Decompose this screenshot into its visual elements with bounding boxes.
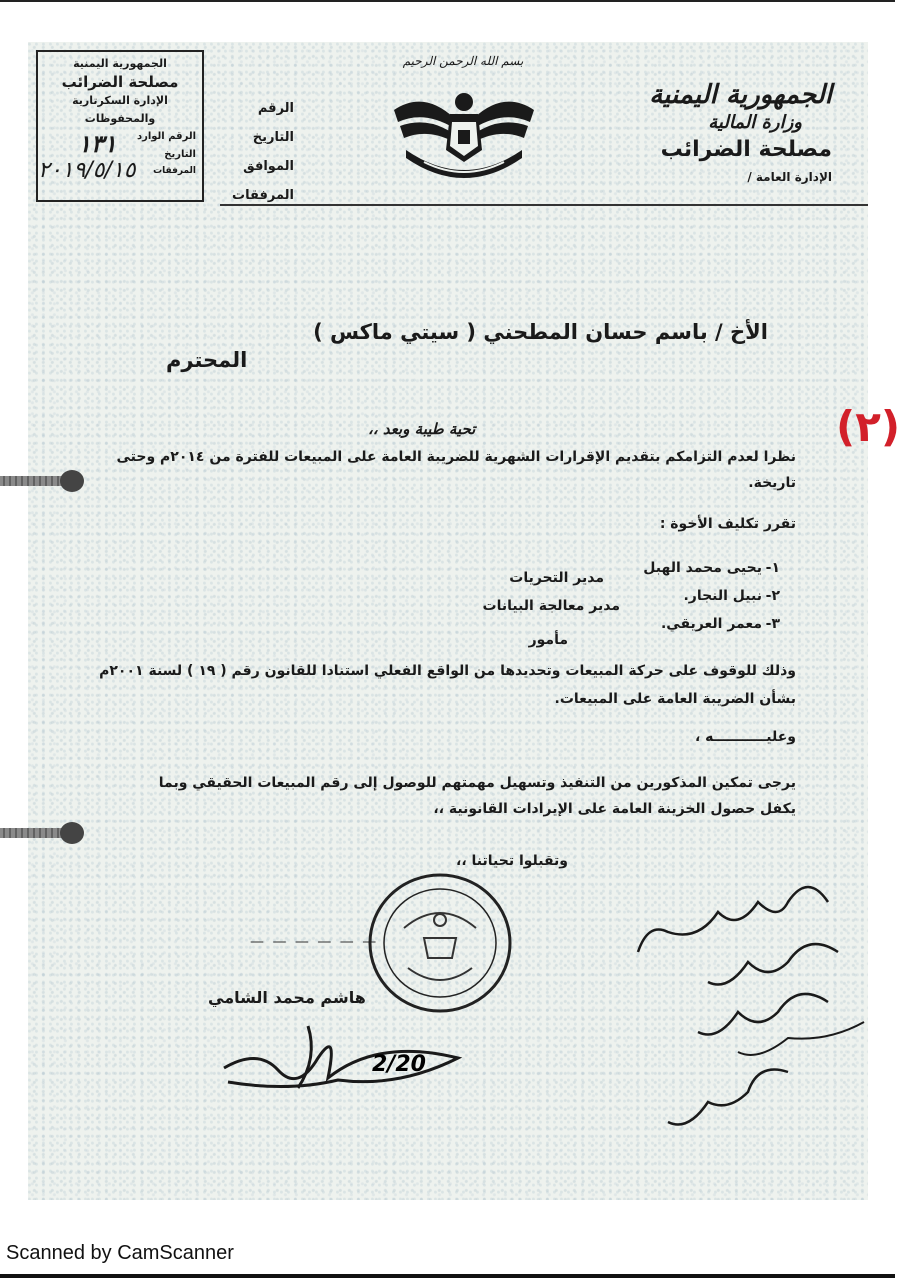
honorific: المحترم xyxy=(166,348,248,372)
paragraph-3-line-2: يكفل حصول الخزينة العامة على الإيرادات القانونية ،، xyxy=(433,801,796,817)
handwritten-notes xyxy=(628,862,868,1152)
scanned-document xyxy=(28,42,900,1200)
page-marker: (٢) xyxy=(836,402,900,451)
member-2-name: نبيل النجار. xyxy=(683,588,762,604)
paragraph-1-line-1: نظرا لعدم التزامكم بتقديم الإقرارات الشهرية للضريبة العامة على المبيعات للفترة من ٢٠١٤م وحتى xyxy=(116,449,796,465)
basmala: بسم الله الرحمن الرحيم xyxy=(402,54,524,68)
department-name: الإدارة العامة / xyxy=(747,170,832,184)
official-seal-icon xyxy=(364,868,516,1018)
scanner-watermark: Scanned by CamScanner xyxy=(6,1242,234,1264)
binder-screw-icon xyxy=(0,822,84,844)
signer-name: هاشم محمد الشامي xyxy=(208,988,366,1007)
member-1-number: ١- xyxy=(765,560,780,576)
greeting: تحية طيبة وبعد ،، xyxy=(368,420,476,438)
stamp-date: ٢٠١٩/٥/١٥ xyxy=(38,158,136,183)
authority-name: مصلحة الضرائب xyxy=(660,137,832,162)
recipient: الأخ / باسم حسان المطحني ( سيتي ماكس ) xyxy=(313,320,768,344)
paragraph-1-line-2: تاريخة. xyxy=(748,475,796,491)
meta-labels xyxy=(214,94,294,210)
member-3-name: معمر العريقي. xyxy=(660,616,762,632)
stamp-line-4: الرقم الوارد xyxy=(136,131,196,142)
paragraph-2-line-2: بشأن الضريبة العامة على المبيعات. xyxy=(554,691,796,707)
closing: وتقبلوا تحياتنا ،، xyxy=(456,853,568,869)
stamp-line-1: الجمهورية اليمنية xyxy=(73,57,167,70)
member-2-title: مدير معالجة البيانات xyxy=(482,598,620,614)
signature-dashes: — — — — — — xyxy=(250,934,379,950)
member-3-title: مأمور xyxy=(528,632,568,648)
paragraph-2-line-1: وذلك للوقوف على حركة المبيعات وتحديدها من الواقع الفعلي استنادا للقانون رقم ( ١٩ ) لسنة ٢٠٠١م xyxy=(99,663,796,679)
member-1-name: يحيى محمد الهبل xyxy=(643,560,762,576)
meta-label-corresponding: الموافق xyxy=(243,159,294,174)
letterhead xyxy=(602,78,832,188)
stamp-line-3: الإدارة السكرتارية والمحفوظات xyxy=(72,94,168,125)
eagle-emblem-icon xyxy=(384,80,544,188)
country-name: الجمهورية اليمنية xyxy=(649,80,832,110)
meta-label-number: الرقم xyxy=(257,101,294,116)
ministry-name: وزارة المالية xyxy=(708,112,802,133)
stamp-line-5: التاريخ xyxy=(164,149,196,160)
stamp-line-6: المرفقات xyxy=(153,166,196,176)
signature-date: 2/20 xyxy=(372,1052,426,1077)
bottom-border xyxy=(0,1274,895,1278)
binder-screw-icon xyxy=(0,470,84,492)
meta-label-date: التاريخ xyxy=(252,130,294,145)
member-2-number: ٢- xyxy=(765,588,780,604)
meta-label-attachments: المرفقات xyxy=(232,188,294,203)
top-border xyxy=(0,0,895,2)
member-1-title: مدير التحريات xyxy=(509,570,604,586)
member-3-number: ٣- xyxy=(765,616,780,632)
assignment-intro: تقرر تكليف الأخوة : xyxy=(659,516,796,532)
paragraph-3-line-1: يرجى تمكين المذكورين من التنفيذ وتسهيل مهمتهم للوصول إلى رقم المبيعات الحقيقي وبما xyxy=(158,775,796,791)
stamp-line-2: مصلحة الضرائب xyxy=(61,73,179,91)
therefore: وعليـــــــــــه ، xyxy=(694,729,796,745)
header-divider xyxy=(220,204,868,206)
signature-scribble xyxy=(218,1018,478,1098)
stamp-number: ١٣١ xyxy=(78,130,117,158)
